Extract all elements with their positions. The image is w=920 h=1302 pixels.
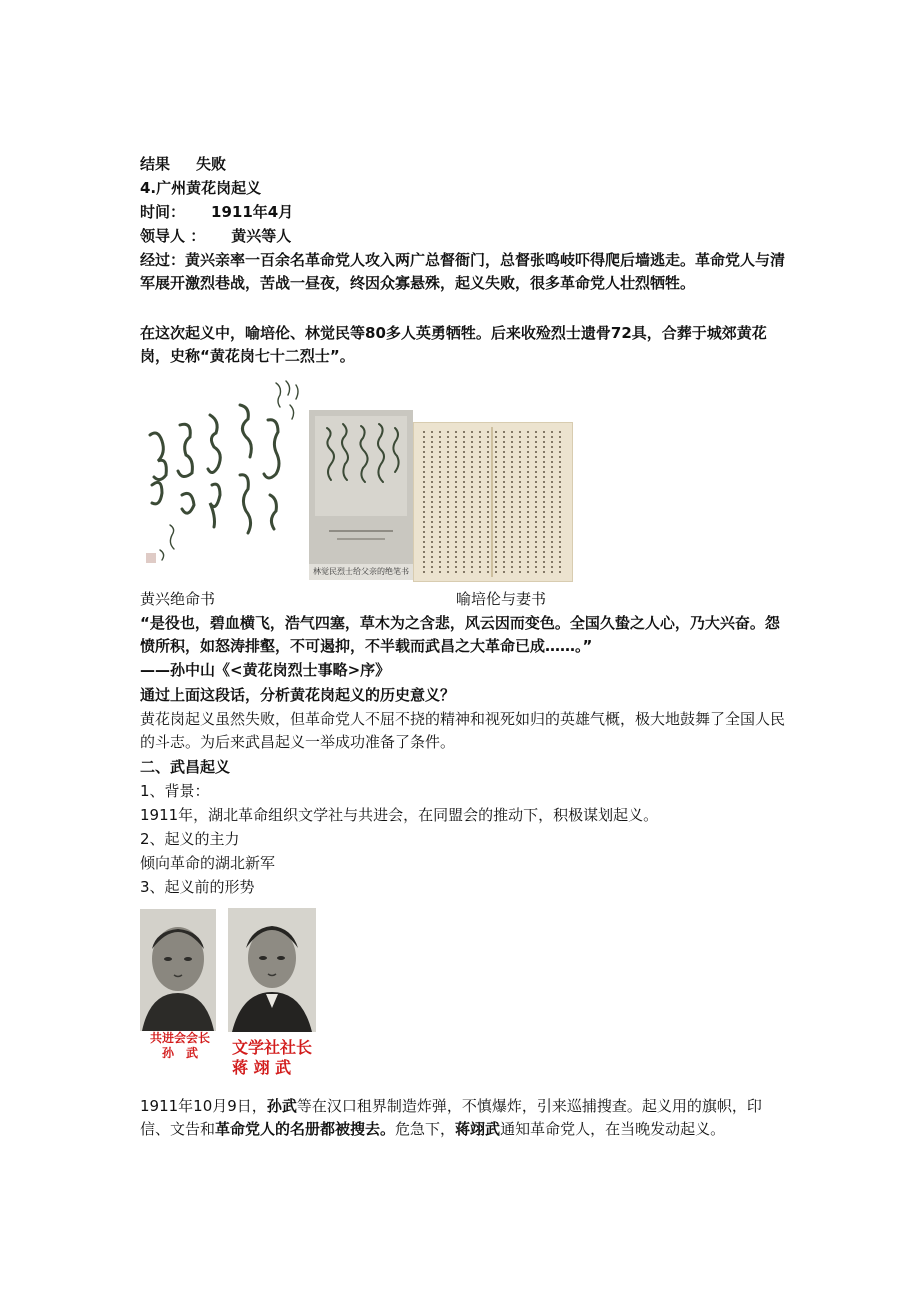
background-text: 1911年，湖北革命组织文学社与共进会，在同盟会的推动下，积极谋划起义。 <box>140 806 659 824</box>
final-roster: 革命党人的名册都被搜去。 <box>215 1120 396 1138</box>
yu-letter-drawing <box>414 423 572 581</box>
jiang-yiwu-portrait <box>228 908 316 1032</box>
process-paragraph: 经过：黄兴亲率一百余名革命党人攻入两广总督衙门，总督张鸣岐吓得爬后墙逃走。革命党人与清军展开激烈巷战，苦战一昼夜，终因众寡悬殊，起义失败，很多革命党人壮烈牺牲。 <box>140 251 786 292</box>
final-date: 1911年10月9日， <box>140 1097 267 1115</box>
leader-label: 领导人 ： <box>140 227 206 245</box>
lin-letter-caption: 林觉民烈士给父亲的绝笔书 <box>309 564 413 580</box>
final-jiang: 蒋翊武 <box>455 1120 501 1138</box>
wuchang-title: 二、武昌起义 <box>140 758 231 776</box>
calligraphy-drawing <box>140 375 310 583</box>
sun-wu-portrait <box>140 909 216 1031</box>
background-title: 1、背景： <box>140 782 210 800</box>
quote-source: ——孙中山《<黄花岗烈士事略>序》 <box>140 661 391 679</box>
final-text-2: 危急下， <box>395 1120 456 1138</box>
final-sunwu: 孙武 <box>266 1097 297 1115</box>
lin-letter-drawing <box>309 410 413 580</box>
time-line <box>140 201 785 224</box>
leader-value: 黄兴等人 <box>231 227 292 245</box>
result-line <box>140 153 785 176</box>
guangzhou-title: 4.广州黄花岗起义 <box>140 179 262 197</box>
left-portrait-title: 共进会会长 <box>149 1031 210 1045</box>
time-value: 1911年4月 <box>211 203 294 221</box>
caption-huangxing: 黄兴绝命书 <box>140 590 216 608</box>
question-prompt: 通过上面这段话，分析黄花岗起义的历史意义？ <box>140 686 456 704</box>
right-portrait-title: 文学社社长 <box>232 1038 313 1057</box>
sun-wu-photo <box>140 909 216 1031</box>
right-portrait-name: 蒋 翊 武 <box>232 1058 292 1077</box>
situation-title: 3、起义前的形势 <box>140 878 255 896</box>
yu-peilun-letter-image <box>413 422 573 582</box>
sun-quote: “是役也，碧血横飞，浩气四塞，草木为之含悲，风云因而变色。全国久蛰之人心，乃大兴奋。怨愤所积，如怒涛排壑，不可遏抑，不半载而武昌之大革命已成……。” <box>140 614 780 655</box>
force-title: 2、起义的主力 <box>140 830 240 848</box>
final-text-3: 通知革命党人，在当晚发动起义。 <box>500 1120 726 1138</box>
force-text: 倾向革命的湖北新军 <box>140 854 276 872</box>
final-paragraph <box>140 1095 785 1141</box>
leader-line <box>140 225 785 248</box>
lin-juemin-letter-image <box>309 410 413 580</box>
jiang-yiwu-photo <box>228 908 316 1032</box>
result-label: 结果 <box>140 155 171 173</box>
final-text-1: 等在汉口租界制造炸弹，不慎爆炸，引来巡捕搜查。起义用的旗帜，印信、文告和 <box>140 1097 762 1138</box>
huangxing-letter-image <box>140 375 310 583</box>
martyrs-paragraph: 在这次起义中，喻培伦、林觉民等80多人英勇牺牲。后来收殓烈士遗骨72具，合葬于城郊黄花岗，史称“黄花岗七十二烈士”。 <box>140 324 767 365</box>
left-portrait-name: 孙 武 <box>161 1046 198 1060</box>
caption-yupeilun: 喻培伦与妻书 <box>456 590 547 608</box>
time-label: 时间： <box>140 203 186 221</box>
result-value: 失败 <box>196 155 227 173</box>
question-answer: 黄花岗起义虽然失败，但革命党人不屈不挠的精神和视死如归的英雄气概，极大地鼓舞了全国人民的斗志。为后来武昌起义一举成功准备了条件。 <box>140 710 786 751</box>
